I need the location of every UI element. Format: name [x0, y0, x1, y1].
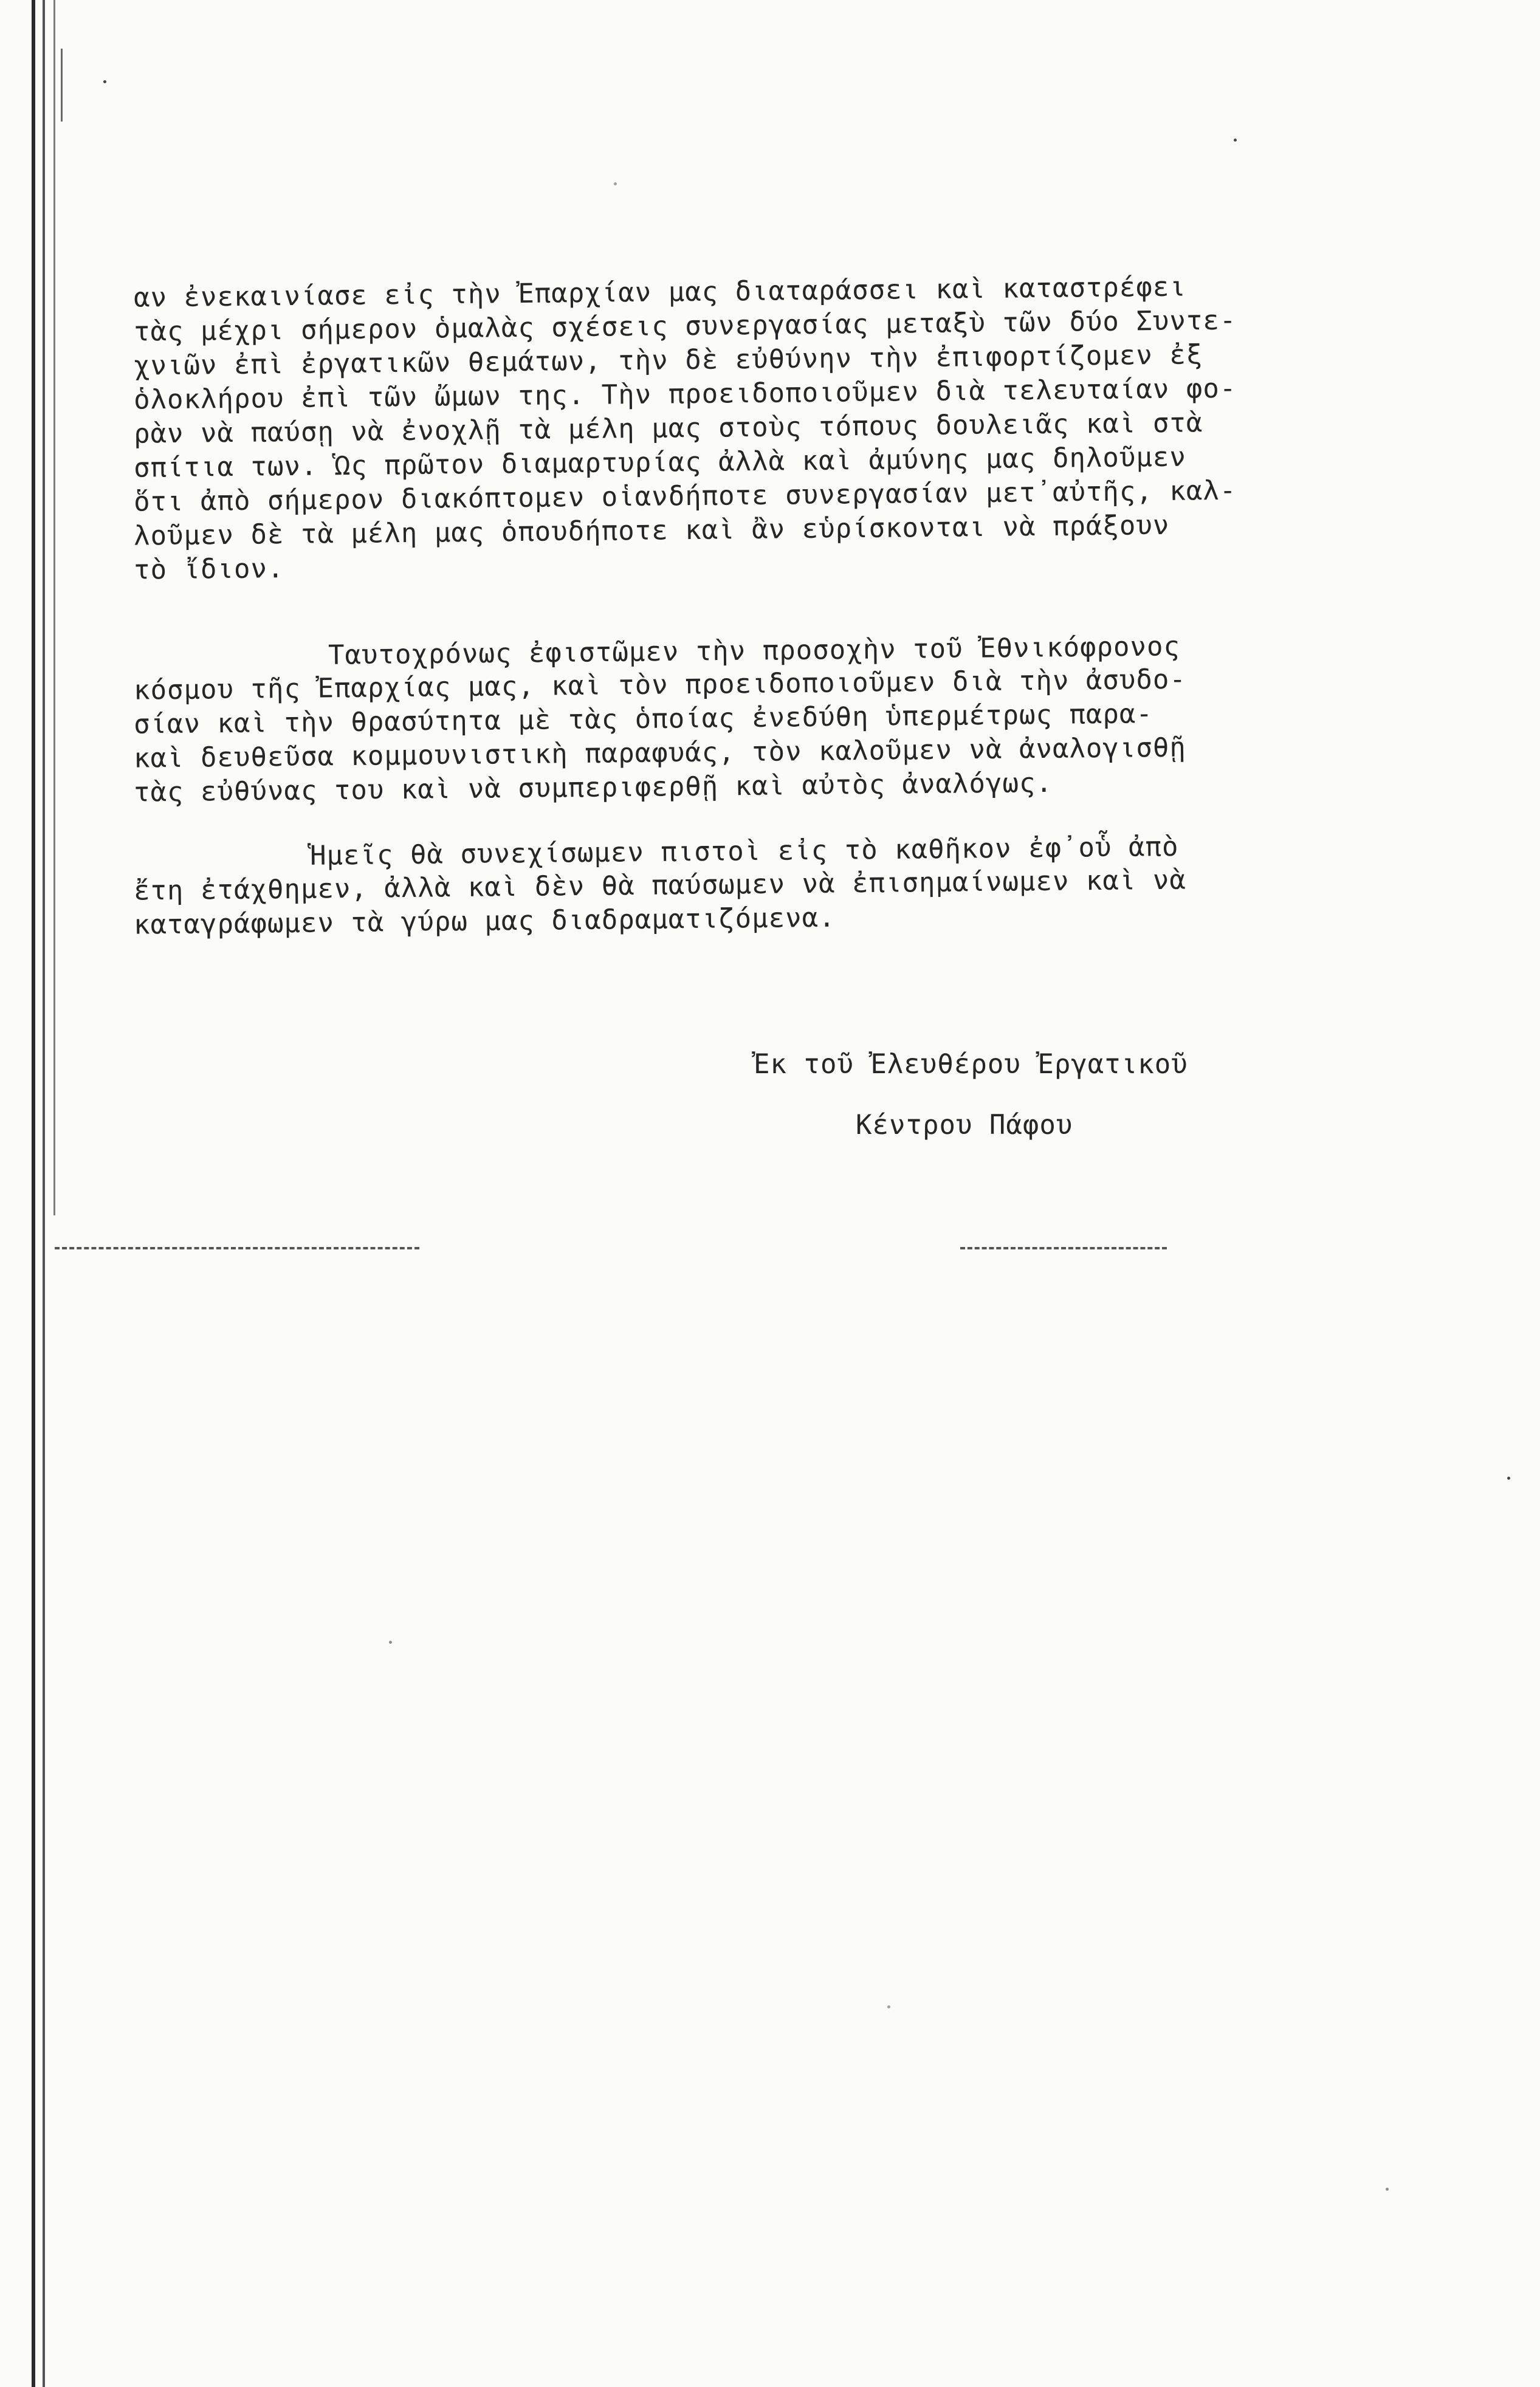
scan-edge-line [53, 0, 55, 1215]
text-line: ἔτη ἐτάχθημεν, ἀλλὰ καὶ δὲν θὰ παύσωμεν νὰ ἐπισημαίνωμεν καὶ νὰ [133, 864, 1187, 907]
scan-speck [887, 2005, 890, 2008]
text-line: ὅτι ἀπὸ σήμερον διακόπτομεν οἱανδήποτε συνεργασίαν μετ᾽αὐτῆς, καλ- [133, 475, 1237, 518]
text-line: χνιῶν ἐπὶ ἐργατικῶν θεμάτων, τὴν δὲ εὐθύνην τὴν ἐπιφορτίζομεν ἐξ [133, 339, 1203, 382]
text-line: τὰς εὐθύνας του καὶ νὰ συμπεριφερθῇ καὶ αὐτὸς ἀναλόγως. [133, 767, 1053, 808]
text-line: λοῦμεν δὲ τὰ μέλη μας ὁπουδήποτε καὶ ἂν εὑρίσκονται νὰ πράξουν [133, 509, 1170, 552]
text-line: τὰς μέχρι σήμερον ὁμαλὰς σχέσεις συνεργασίας μεταξὺ τῶν δύο Συντε- [133, 304, 1237, 348]
signature-line-2: Κέντρου Πάφου [856, 1110, 1073, 1141]
text-line: καταγράφωμεν τὰ γύρω μας διαδραματιζόμενα. [133, 902, 836, 941]
text-line: ὁλοκλήρου ἐπὶ τῶν ὤμων της. Τὴν προειδοποιοῦμεν διὰ τελευταίαν φο- [133, 373, 1237, 416]
text-line: κόσμου τῆς Ἐπαρχίας μας, καὶ τὸν προειδοποιοῦμεν διὰ τὴν ἀσυδο- [133, 664, 1187, 706]
scan-speck [1507, 1477, 1510, 1480]
scan-speck [389, 1641, 392, 1644]
scan-speck [1386, 2188, 1389, 2191]
scan-edge-line [43, 0, 45, 2387]
scan-edge-line [61, 49, 63, 122]
scan-edge-line [32, 0, 35, 2387]
dashed-separator [960, 1247, 1167, 1249]
scan-speck [103, 80, 106, 83]
scan-speck [614, 182, 617, 185]
text-line: καὶ δευθεῦσα κομμουνιστικὴ παραφυάς, τὸν καλοῦμεν νὰ ἀναλογισθῇ [133, 732, 1187, 774]
text-line: ρὰν νὰ παύσῃ νὰ ἐνοχλῇ τὰ μέλη μας στοὺς τόπους δουλειᾶς καὶ στὰ [133, 407, 1203, 450]
text-line: τὸ ἴδιον. [133, 553, 284, 586]
scan-speck [1234, 139, 1237, 142]
text-line: σίαν καὶ τὴν θρασύτητα μὲ τὰς ὁποίας ἐνεδύθη ὑπερμέτρως παρα- [133, 698, 1153, 740]
text-line: Ἡμεῖς θὰ συνεχίσωμεν πιστοὶ εἰς τὸ καθῆκον ἐφ᾽οὗ ἀπὸ [309, 831, 1179, 871]
dashed-separator [55, 1247, 419, 1249]
text-line: αν ἐνεκαινίασε εἰς τὴν Ἐπαρχίαν μας διαταράσσει καὶ καταστρέφει [133, 271, 1187, 314]
text-line: σπίτια των. Ὡς πρῶτον διαμαρτυρίας ἀλλὰ καὶ ἀμύνης μας δηλοῦμεν [133, 441, 1187, 484]
text-line: Ταυτοχρόνως ἐφιστῶμεν τὴν προσοχὴν τοῦ Ἐθνικόφρονος [328, 631, 1181, 671]
signature-line-1: Ἐκ τοῦ Ἐλευθέρου Ἐργατικοῦ [754, 1049, 1188, 1080]
